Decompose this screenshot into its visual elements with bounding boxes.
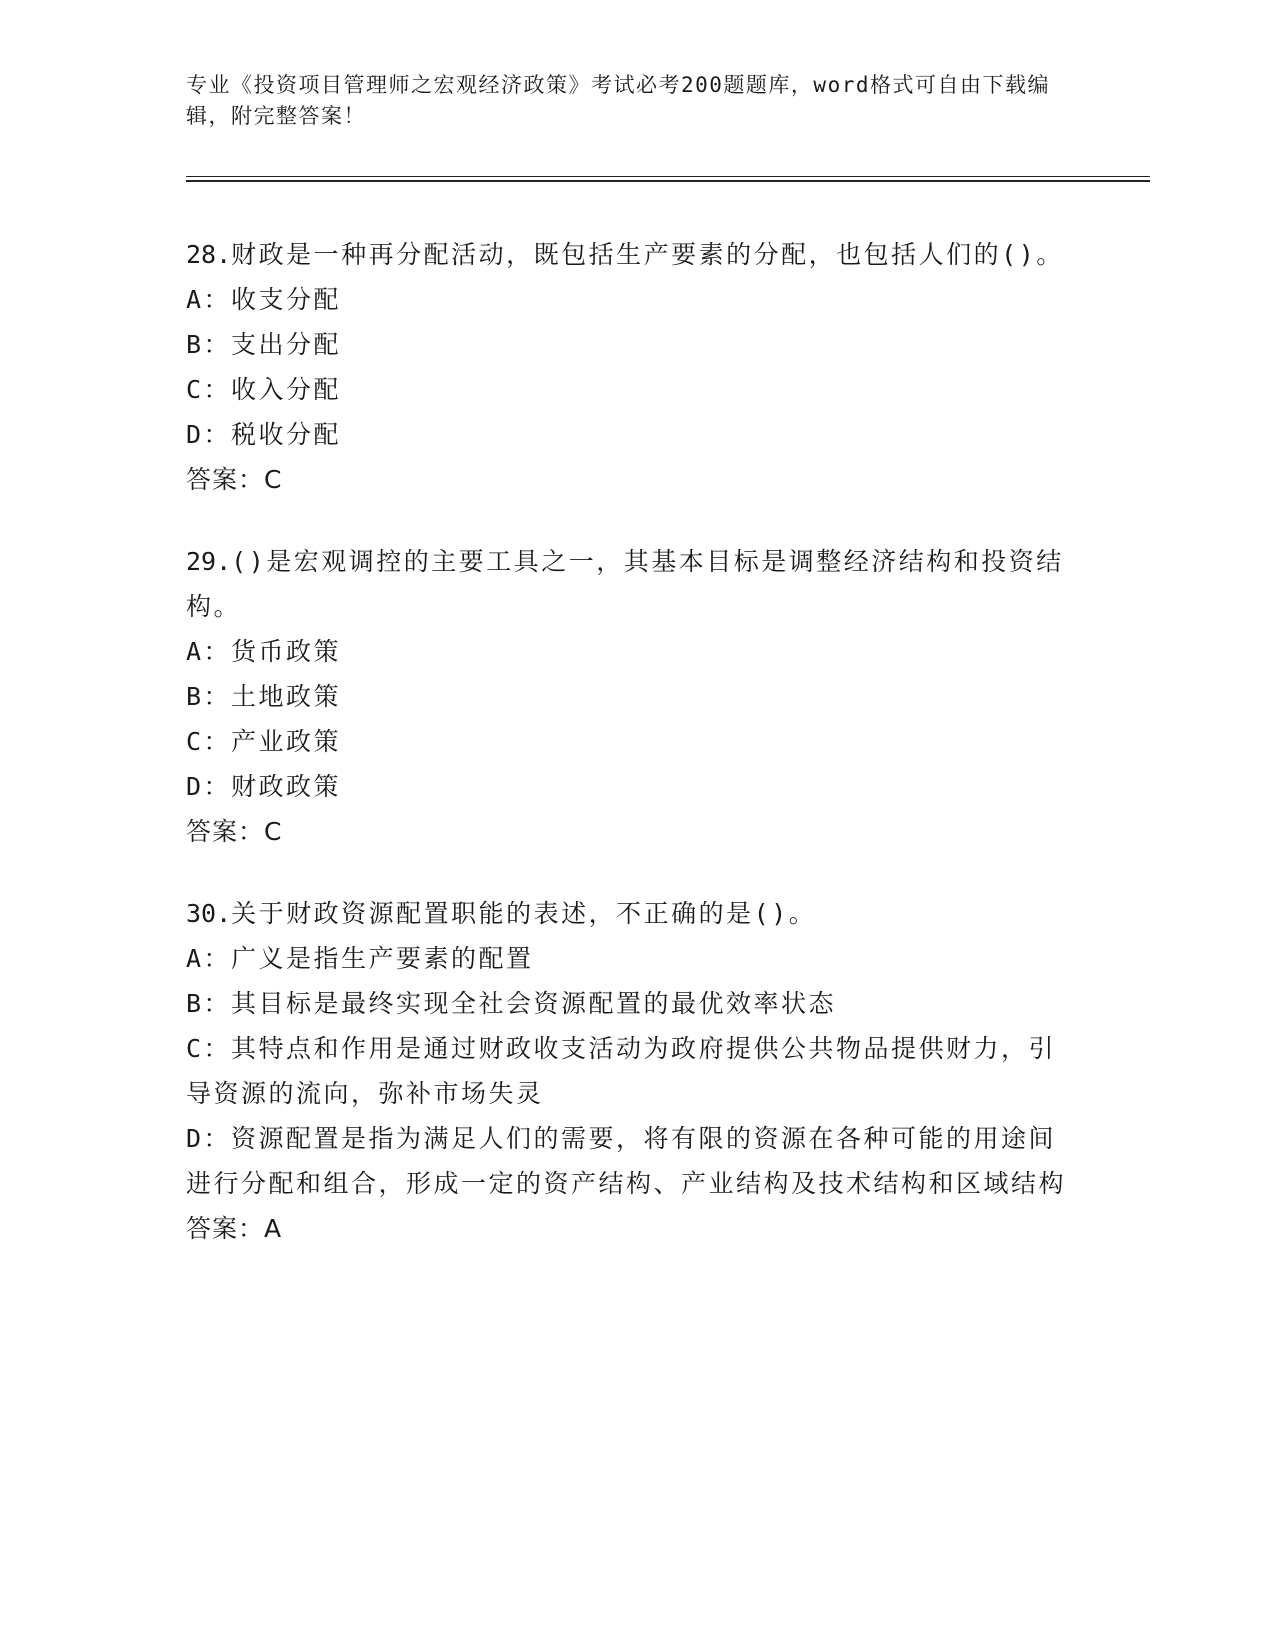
- option-c: C：其特点和作用是通过财政收支活动为政府提供公共物品提供财力，引导资源的流向，弥补市场失灵: [186, 1034, 1057, 1108]
- question-list: [186, 232, 1066, 1288]
- option-a: A：广义是指生产要素的配置: [186, 944, 534, 973]
- divider-line-thin: [186, 176, 1150, 177]
- question-stem: [186, 891, 1066, 936]
- document-header: [186, 70, 1066, 132]
- question-text: ()是宏观调控的主要工具之一，其基本目标是调整经济结构和投资结构。: [186, 547, 1064, 621]
- header-divider: [186, 176, 1150, 182]
- divider-line-thick: [186, 180, 1150, 182]
- option-a: A：货币政策: [186, 637, 342, 666]
- option-b: B：土地政策: [186, 682, 342, 711]
- option-d: D：财政政策: [186, 772, 342, 801]
- question-stem: [186, 232, 1066, 277]
- question-28: [186, 232, 1066, 502]
- option-d: D：税收分配: [186, 420, 342, 449]
- option-c: C：收入分配: [186, 375, 342, 404]
- question-number: 28.: [186, 240, 232, 269]
- question-30: [186, 891, 1066, 1251]
- option-a: A：收支分配: [186, 285, 342, 314]
- question-29: [186, 539, 1066, 854]
- option-b: B：支出分配: [186, 330, 342, 359]
- answer: 答案：C: [186, 465, 283, 494]
- question-text: 关于财政资源配置职能的表述，不正确的是()。: [231, 899, 817, 928]
- answer: 答案：A: [186, 1214, 283, 1243]
- option-c: C：产业政策: [186, 727, 342, 756]
- question-number: 30.: [186, 899, 232, 928]
- option-d: D：资源配置是指为满足人们的需要，将有限的资源在各种可能的用途间进行分配和组合，形成一定的资产结构、产业结构及技术结构和区域结构: [186, 1124, 1067, 1198]
- option-b: B：其目标是最终实现全社会资源配置的最优效率状态: [186, 989, 837, 1018]
- question-text: 财政是一种再分配活动，既包括生产要素的分配，也包括人们的()。: [231, 240, 1064, 269]
- answer: 答案：C: [186, 817, 283, 846]
- question-stem: [186, 539, 1066, 629]
- question-number: 29.: [186, 547, 232, 576]
- document-intro: 专业《投资项目管理师之宏观经济政策》考试必考200题题库，word格式可自由下载编辑，附完整答案！: [186, 73, 1050, 128]
